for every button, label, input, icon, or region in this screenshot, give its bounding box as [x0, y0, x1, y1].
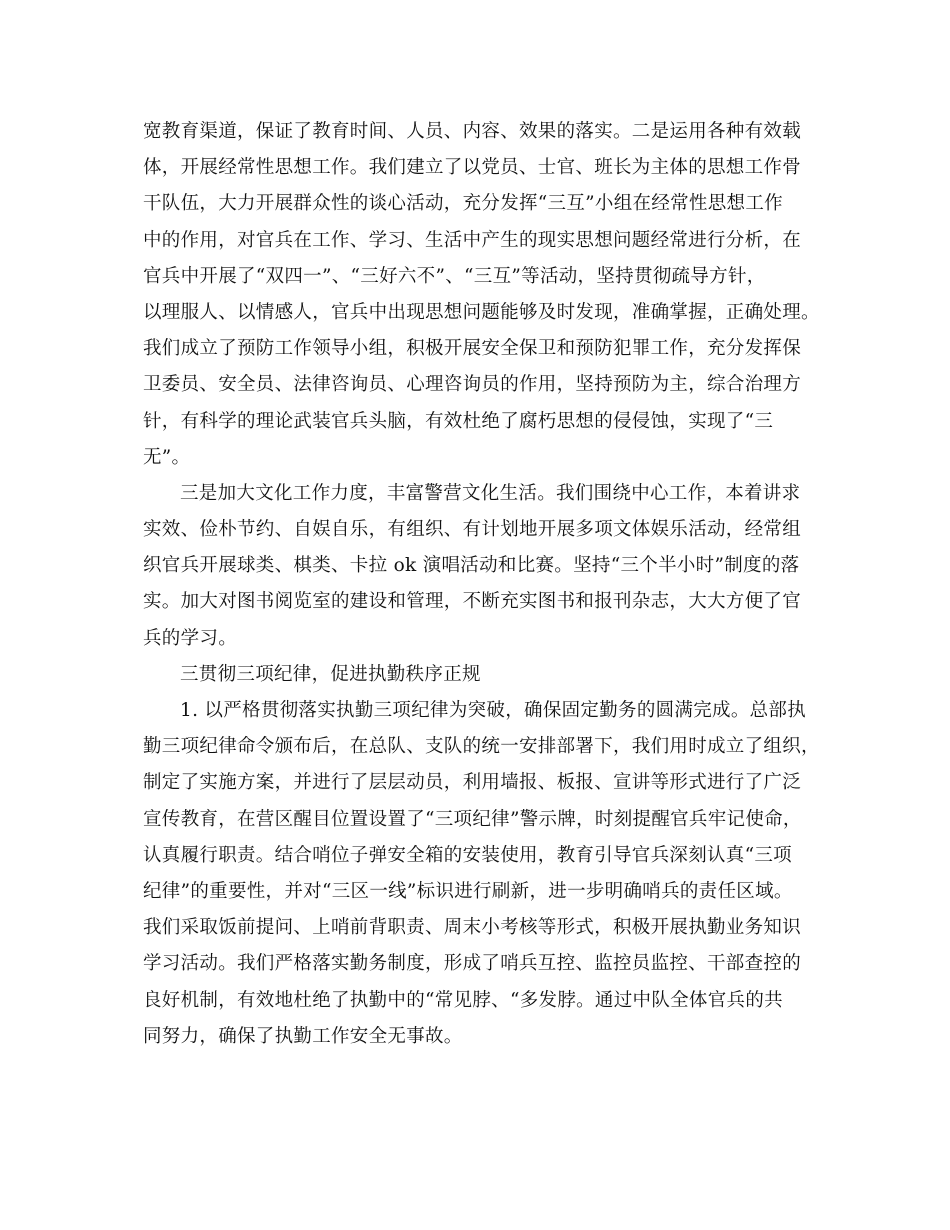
text-line: 干队伍，大力开展群众性的谈心活动，充分发挥“三互”小组在经常性思想工作	[143, 193, 783, 215]
text-line: 体，开展经常性思想工作。我们建立了以党员、士官、班长为主体的思想工作骨	[143, 157, 802, 179]
text-line: 同努力，确保了执勤工作安全无事故。	[143, 1025, 463, 1047]
text-line: 勤三项纪律命令颁布后，在总队、支队的统一安排部署下，我们用时成立了组织，	[143, 736, 820, 758]
text-line: 以理服人、以情感人，官兵中出现思想问题能够及时发现，准确掌握，正确处理。	[143, 301, 820, 323]
text-line: 无”。	[143, 446, 191, 468]
text-line: 学习活动。我们严格落实勤务制度，形成了哨兵互控、监控员监控、干部查控的	[143, 953, 802, 975]
text-line: 认真履行职责。结合哨位子弹安全箱的安装使用，教育引导官兵深刻认真“三项	[143, 844, 792, 866]
text-line: 兵的学习。	[143, 627, 238, 649]
text-line: 实。加大对图书阅览室的建设和管理，不断充实图书和报刊杂志，大大方便了官	[143, 591, 802, 613]
text-line: 织官兵开展球类、棋类、卡拉 ok 演唱活动和比赛。坚持“三个半小时”制度的落	[143, 555, 800, 577]
text-line: 制定了实施方案，并进行了层层动员，利用墙报、板报、宣讲等形式进行了广泛	[143, 772, 802, 794]
text-line: 宣传教育，在营区醒目位置设置了“三项纪律”警示牌，时刻提醒官兵牢记使命，	[143, 808, 802, 830]
paragraph-first-line: 三贯彻三项纪律，促进执勤秩序正规	[180, 663, 481, 685]
text-line: 宽教育渠道，保证了教育时间、人员、内容、效果的落实。二是运用各种有效载	[143, 121, 802, 142]
text-line: 卫委员、安全员、法律咨询员、心理咨询员的作用，坚持预防为主，综合治理方	[143, 374, 802, 396]
document-body	[143, 114, 823, 1055]
text-line: 我们成立了预防工作领导小组，积极开展安全保卫和预防犯罪工作，充分发挥保	[143, 338, 802, 360]
text-line: 实效、俭朴节约、自娱自乐，有组织、有计划地开展多项文体娱乐活动，经常组	[143, 519, 802, 541]
text-line: 良好机制，有效地杜绝了执勤中的“常见脖、“多发脖。通过中队全体官兵的共	[143, 989, 783, 1011]
text-line: 中的作用，对官兵在工作、学习、生活中产生的现实思想问题经常进行分析，在	[143, 229, 802, 251]
text-line: 官兵中开展了“双四一”、“三好六不”、“三互”等活动，坚持贯彻疏导方针，	[143, 265, 766, 287]
text-line: 针，有科学的理论武装官兵头脑，有效杜绝了腐朽思想的侵侵蚀，实现了“三	[143, 410, 774, 432]
paragraph-first-line: 1. 以严格贯彻落实执勤三项纪律为突破，确保固定勤务的圆满完成。总部执	[180, 700, 807, 721]
text-line: 纪律”的重要性，并对“三区一线”标识进行刷新，进一步明确哨兵的责任区域。	[143, 880, 793, 902]
text-line: 我们采取饭前提问、上哨前背职责、周末小考核等形式，积极开展执勤业务知识	[143, 917, 802, 939]
paragraph-first-line: 三是加大文化工作力度，丰富警营文化生活。我们围绕中心工作，本着讲求	[180, 482, 801, 504]
